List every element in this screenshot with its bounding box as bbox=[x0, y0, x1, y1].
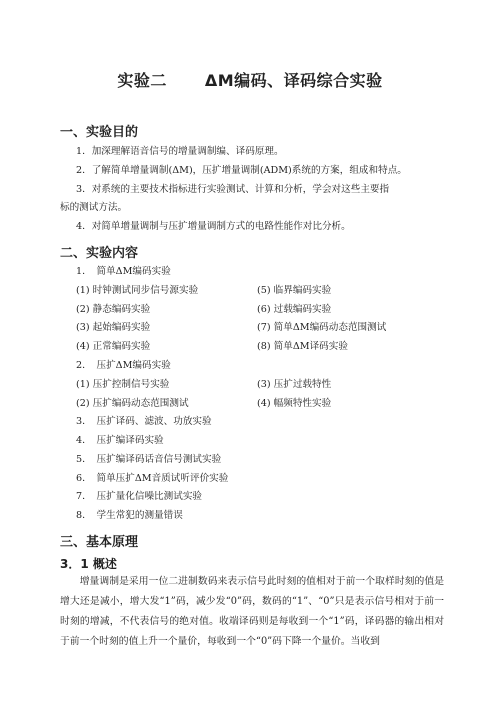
title-left: 实验二 bbox=[117, 71, 167, 90]
content-item: 5． 压扩编译码话音信号测试实验 bbox=[76, 454, 222, 465]
sub-item: (3) 压扩过载特性 bbox=[257, 379, 332, 390]
sub-item: (1) 压扩控制信号实验 bbox=[76, 379, 170, 390]
title-right: ΔM编码、译码综合实验 bbox=[204, 71, 383, 90]
objective-item: 1．加深理解语音信号的增量调制编、译码原理。 bbox=[76, 146, 284, 157]
page-title bbox=[0, 68, 500, 91]
sub-item: (1) 时钟测试同步信号源实验 bbox=[76, 285, 199, 296]
objective-item-continued: 标的测试方法。 bbox=[60, 202, 128, 213]
sub-item: (4) 幅频特性实验 bbox=[257, 398, 332, 409]
content-item: 1． 简单ΔM编码实验 bbox=[76, 266, 171, 277]
content-item: 3． 压扩译码、滤波、功放实验 bbox=[76, 416, 212, 427]
sub-item: (6) 过载编码实验 bbox=[257, 304, 332, 315]
sub-item: (4) 正常编码实验 bbox=[76, 341, 151, 352]
sub-item: (2) 压扩编码动态范围测试 bbox=[76, 398, 189, 409]
objective-item: 2．了解简单增量调制(ΔM)，压扩增量调制(ADM)系统的方案，组成和特点。 bbox=[76, 165, 407, 176]
sub-item: (5) 临界编码实验 bbox=[257, 285, 332, 296]
content-item: 7． 压扩量化信噪比测试实验 bbox=[76, 491, 203, 502]
section-heading-content: 二、实验内容 bbox=[60, 246, 139, 261]
sub-item: (2) 静态编码实验 bbox=[76, 304, 151, 315]
body-paragraph: 增量调制是采用一位二进制数码来表示信号此时刻的值相对于前一个取样时刻的值是增大还是减小，增大发“1”码，减少发“0”码，数码的“1”、“0”只是表示信号相对于前一时刻的增减，不代表信号的绝对值。收端译码则是每收到一个“1”码，译码器的输出相对于前一个时刻的值上升一个量价，每收到一个“0”码下降一个量价。当收到 bbox=[60, 576, 444, 647]
objective-item: 4．对简单增量调制与压扩增量调制方式的电路性能作对比分析。 bbox=[76, 221, 351, 232]
sub-item: (7) 简单ΔM编码动态范围测试 bbox=[257, 322, 387, 333]
sub-item: (8) 简单ΔM译码实验 bbox=[257, 341, 348, 352]
sub-item: (3) 起始编码实验 bbox=[76, 322, 151, 333]
content-item: 8． 学生常犯的测量错误 bbox=[76, 510, 183, 521]
content-item: 6． 简单压扩ΔM音质试听评价实验 bbox=[76, 473, 229, 484]
section-heading-principles: 三、基本原理 bbox=[60, 535, 139, 550]
content-item: 2． 压扩ΔM编码实验 bbox=[76, 360, 171, 371]
section-heading-objectives: 一、实验目的 bbox=[60, 125, 139, 140]
subsection-heading: 3．1 概述 bbox=[60, 557, 117, 571]
objective-item: 3．对系统的主要技术指标进行实验测试、计算和分析，学会对这些主要指 bbox=[76, 184, 390, 195]
content-item: 4． 压扩编译码实验 bbox=[76, 435, 164, 446]
